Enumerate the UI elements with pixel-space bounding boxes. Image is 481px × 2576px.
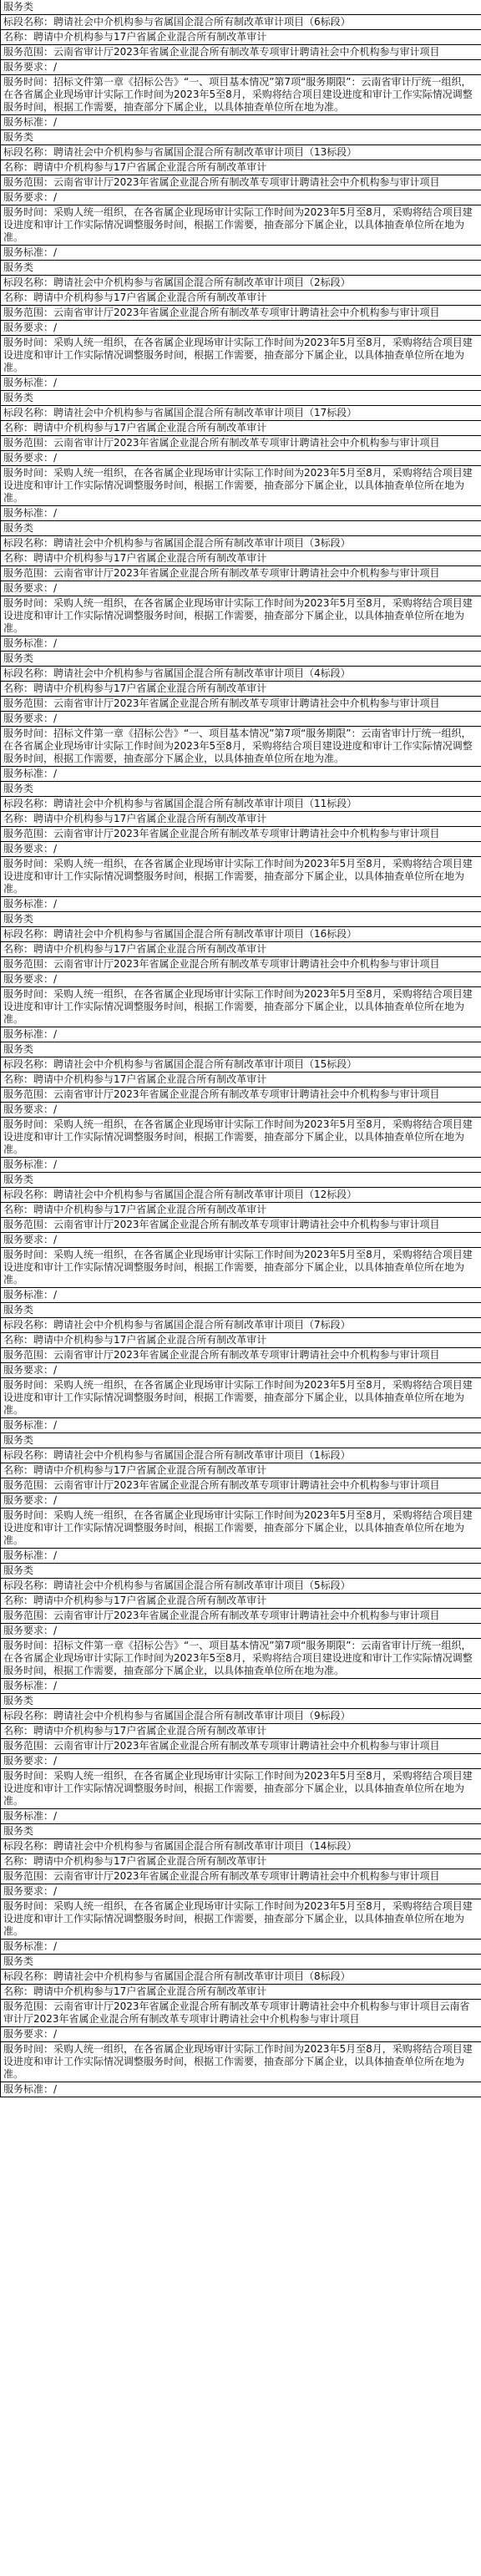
item-name: 名称：聘请中介机构参与17户省属企业混合所有制改革审计 — [1, 1985, 481, 2000]
service-standard: 服务标准：/ — [1, 506, 481, 521]
lot-name: 标段名称：聘请社会中介机构参与省属国企混合所有制改革审计项目（12标段） — [1, 1188, 481, 1203]
service-scope: 服务范围：云南省审计厅2023年省属企业混合所有制改革专项审计聘请社会中介机构参与审计项目 — [1, 566, 481, 581]
lot-category: 服务类 — [1, 912, 481, 927]
lot-block — [1, 261, 481, 391]
lot-name: 标段名称：聘请社会中介机构参与省属国企混合所有制改革审计项目（8标段） — [1, 1970, 481, 1985]
service-requirement: 服务要求：/ — [1, 1754, 481, 1769]
lot-block — [1, 652, 481, 782]
lot-block — [1, 0, 481, 130]
service-standard: 服务标准：/ — [1, 1027, 481, 1042]
item-name: 名称：聘请中介机构参与17户省属企业混合所有制改革审计 — [1, 1072, 481, 1088]
lot-name: 标段名称：聘请社会中介机构参与省属国企混合所有制改革审计项目（14标段） — [1, 1839, 481, 1854]
service-time: 服务时间：招标文件第一章《招标公告》“一、项目基本情况”第7项“服务期限”：云南省审计厅统一组织，在各省属企业现场审计实际工作时间为2023年5至8月，采购将结合项目建设进度和审计工作实际情况调整服务时间，根据工作需要，抽查部分下属企业，以具体抽查单位所在地为准。 — [1, 727, 481, 767]
service-time: 服务时间：采购人统一组织，在各省属企业现场审计实际工作时间为2023年5月至8月，采购将结合项目建设进度和审计工作实际情况调整服务时间，根据工作需要，抽查部分下属企业，以具体抽查单位所在地为准。 — [1, 466, 481, 506]
lot-category: 服务类 — [1, 1955, 481, 1970]
lot-block — [1, 1564, 481, 1694]
lot-name: 标段名称：聘请社会中介机构参与省属国企混合所有制改革审计项目（1标段） — [1, 1448, 481, 1463]
service-standard: 服务标准：/ — [1, 246, 481, 261]
service-standard: 服务标准：/ — [1, 897, 481, 912]
service-scope: 服务范围：云南省审计厅2023年省属企业混合所有制改革专项审计聘请社会中介机构参与审计项目 — [1, 306, 481, 321]
service-requirement: 服务要求：/ — [1, 1884, 481, 1899]
service-time: 服务时间：采购人统一组织，在各省属企业现场审计实际工作时间为2023年5月至8月，采购将结合项目建设进度和审计工作实际情况调整服务时间，根据工作需要，抽查部分下属企业，以具体抽查单位所在地为准。 — [1, 336, 481, 376]
lot-block — [1, 1173, 481, 1303]
service-requirement: 服务要求：/ — [1, 60, 481, 75]
lot-name: 标段名称：聘请社会中介机构参与省属国企混合所有制改革审计项目（16标段） — [1, 927, 481, 942]
service-time: 服务时间：采购人统一组织，在各省属企业现场审计实际工作时间为2023年5月至8月，采购将结合项目建设进度和审计工作实际情况调整服务时间，根据工作需要，抽查部分下属企业，以具体抽查单位所在地为准。 — [1, 1248, 481, 1288]
service-time: 服务时间：采购人统一组织，在各省属企业现场审计实际工作时间为2023年5月至8月，采购将结合项目建设进度和审计工作实际情况调整服务时间，根据工作需要，抽查部分下属企业，以具体抽查单位所在地为准。 — [1, 987, 481, 1027]
service-standard: 服务标准：/ — [1, 1940, 481, 1955]
item-name: 名称：聘请中介机构参与17户省属企业混合所有制改革审计 — [1, 291, 481, 306]
service-standard: 服务标准：/ — [1, 1809, 481, 1824]
service-scope: 服务范围：云南省审计厅2023年省属企业混合所有制改革专项审计聘请社会中介机构参与审计项目 — [1, 1609, 481, 1624]
lot-name: 标段名称：聘请社会中介机构参与省属国企混合所有制改革审计项目（6标段） — [1, 15, 481, 30]
lot-block — [1, 1824, 481, 1955]
lot-block — [1, 1042, 481, 1173]
service-requirement: 服务要求：/ — [1, 581, 481, 596]
service-requirement: 服务要求：/ — [1, 451, 481, 466]
service-time: 服务时间：采购人统一组织，在各省属企业现场审计实际工作时间为2023年5月至8月，采购将结合项目建设进度和审计工作实际情况调整服务时间，根据工作需要，抽查部分下属企业，以具体抽查单位所在地为准。 — [1, 1509, 481, 1549]
service-requirement: 服务要求：/ — [1, 1493, 481, 1509]
lot-name: 标段名称：聘请社会中介机构参与省属国企混合所有制改革审计项目（2标段） — [1, 276, 481, 291]
service-time: 服务时间：采购人统一组织，在各省属企业现场审计实际工作时间为2023年5月至8月，采购将结合项目建设进度和审计工作实际情况调整服务时间，根据工作需要，抽查部分下属企业，以具体抽查单位所在地为准。 — [1, 205, 481, 246]
service-requirement: 服务要求：/ — [1, 972, 481, 987]
service-scope: 服务范围：云南省审计厅2023年省属企业混合所有制改革专项审计聘请社会中介机构参与审计项目 — [1, 827, 481, 842]
service-standard: 服务标准：/ — [1, 1679, 481, 1694]
lot-name: 标段名称：聘请社会中介机构参与省属国企混合所有制改革审计项目（17标段） — [1, 406, 481, 421]
item-name: 名称：聘请中介机构参与17户省属企业混合所有制改革审计 — [1, 1854, 481, 1869]
lot-category: 服务类 — [1, 652, 481, 667]
service-scope: 服务范围：云南省审计厅2023年省属企业混合所有制改革专项审计聘请社会中介机构参与审计项目 — [1, 436, 481, 451]
lot-name: 标段名称：聘请社会中介机构参与省属国企混合所有制改革审计项目（9标段） — [1, 1709, 481, 1724]
service-scope: 服务范围：云南省审计厅2023年省属企业混合所有制改革专项审计聘请社会中介机构参与审计项目 — [1, 1869, 481, 1884]
lot-name: 标段名称：聘请社会中介机构参与省属国企混合所有制改革审计项目（3标段） — [1, 536, 481, 551]
service-scope: 服务范围：云南省审计厅2023年省属企业混合所有制改革专项审计聘请社会中介机构参与审计项目 — [1, 697, 481, 712]
service-scope: 服务范围：云南省审计厅2023年省属企业混合所有制改革专项审计聘请社会中介机构参与审计项目 — [1, 45, 481, 60]
service-time: 服务时间：招标文件第一章《招标公告》“一、项目基本情况”第7项“服务期限”：云南省审计厅统一组织，在各省属企业现场审计实际工作时间为2023年5至8月，采购将结合项目建设进度和审计工作实际情况调整服务时间，根据工作需要，抽查部分下属企业，以具体抽查单位所在地为准。 — [1, 75, 481, 115]
item-name: 名称：聘请中介机构参与17户省属企业混合所有制改革审计 — [1, 551, 481, 566]
service-scope: 服务范围：云南省审计厅2023年省属企业混合所有制改革专项审计聘请社会中介机构参与审计项目 — [1, 1218, 481, 1233]
lot-name: 标段名称：聘请社会中介机构参与省属国企混合所有制改革审计项目（13标段） — [1, 145, 481, 160]
item-name: 名称：聘请中介机构参与17户省属企业混合所有制改革审计 — [1, 30, 481, 45]
service-time: 服务时间：采购人统一组织，在各省属企业现场审计实际工作时间为2023年5月至8月，采购将结合项目建设进度和审计工作实际情况调整服务时间，根据工作需要，抽查部分下属企业，以具体抽查单位所在地为准。 — [1, 2042, 481, 2082]
service-scope: 服务范围：云南省审计厅2023年省属企业混合所有制改革专项审计聘请社会中介机构参与审计项目 — [1, 1088, 481, 1103]
lot-category: 服务类 — [1, 1173, 481, 1188]
service-standard: 服务标准：/ — [1, 1288, 481, 1303]
service-standard: 服务标准：/ — [1, 1158, 481, 1173]
service-requirement: 服务要求：/ — [1, 190, 481, 205]
lot-block — [1, 130, 481, 261]
lot-block — [1, 782, 481, 912]
service-time: 服务时间：采购人统一组织，在各省属企业现场审计实际工作时间为2023年5月至8月，采购将结合项目建设进度和审计工作实际情况调整服务时间，根据工作需要，抽查部分下属企业，以具体抽查单位所在地为准。 — [1, 596, 481, 636]
lot-name: 标段名称：聘请社会中介机构参与省属国企混合所有制改革审计项目（15标段） — [1, 1057, 481, 1072]
service-standard: 服务标准：/ — [1, 115, 481, 130]
service-requirement: 服务要求：/ — [1, 1624, 481, 1639]
lot-block — [1, 1694, 481, 1824]
item-name: 名称：聘请中介机构参与17户省属企业混合所有制改革审计 — [1, 812, 481, 827]
service-standard: 服务标准：/ — [1, 2082, 481, 2097]
lot-category: 服务类 — [1, 1303, 481, 1318]
service-requirement: 服务要求：/ — [1, 1363, 481, 1378]
service-requirement: 服务要求：/ — [1, 712, 481, 727]
lot-block — [1, 1955, 481, 2097]
service-scope: 服务范围：云南省审计厅2023年省属企业混合所有制改革专项审计聘请社会中介机构参与审计项目 — [1, 957, 481, 972]
service-requirement: 服务要求：/ — [1, 842, 481, 857]
service-time: 服务时间：采购人统一组织，在各省属企业现场审计实际工作时间为2023年5月至8月，采购将结合项目建设进度和审计工作实际情况调整服务时间，根据工作需要，抽查部分下属企业，以具体抽查单位所在地为准。 — [1, 1899, 481, 1940]
lot-block — [1, 912, 481, 1042]
service-requirement: 服务要求：/ — [1, 1103, 481, 1118]
lot-category: 服务类 — [1, 1824, 481, 1839]
lot-category: 服务类 — [1, 261, 481, 276]
lot-category: 服务类 — [1, 1564, 481, 1579]
lot-block — [1, 1303, 481, 1433]
service-time: 服务时间：采购人统一组织，在各省属企业现场审计实际工作时间为2023年5月至8月，采购将结合项目建设进度和审计工作实际情况调整服务时间，根据工作需要，抽查部分下属企业，以具体抽查单位所在地为准。 — [1, 1378, 481, 1418]
service-requirement: 服务要求：/ — [1, 1233, 481, 1248]
service-standard: 服务标准：/ — [1, 767, 481, 782]
service-scope: 服务范围：云南省审计厅2023年省属企业混合所有制改革专项审计聘请社会中介机构参与审计项目 — [1, 1739, 481, 1754]
lot-category: 服务类 — [1, 1694, 481, 1709]
service-scope: 服务范围：云南省审计厅2023年省属企业混合所有制改革专项审计聘请社会中介机构参与审计项目 — [1, 175, 481, 190]
lot-block — [1, 521, 481, 652]
service-time: 服务时间：采购人统一组织，在各省属企业现场审计实际工作时间为2023年5月至8月，采购将结合项目建设进度和审计工作实际情况调整服务时间，根据工作需要，抽查部分下属企业，以具体抽查单位所在地为准。 — [1, 1118, 481, 1158]
lot-category: 服务类 — [1, 130, 481, 145]
lot-category: 服务类 — [1, 391, 481, 406]
item-name: 名称：聘请中介机构参与17户省属企业混合所有制改革审计 — [1, 942, 481, 957]
item-name: 名称：聘请中介机构参与17户省属企业混合所有制改革审计 — [1, 160, 481, 175]
service-standard: 服务标准：/ — [1, 636, 481, 652]
service-standard: 服务标准：/ — [1, 1549, 481, 1564]
lot-block — [1, 391, 481, 521]
item-name: 名称：聘请中介机构参与17户省属企业混合所有制改革审计 — [1, 1594, 481, 1609]
item-name: 名称：聘请中介机构参与17户省属企业混合所有制改革审计 — [1, 1203, 481, 1218]
service-time: 服务时间：招标文件第一章《招标公告》“一、项目基本情况”第7项“服务期限”：云南省审计厅统一组织，在各省属企业现场审计实际工作时间为2023年5至8月，采购将结合项目建设进度和审计工作实际情况调整服务时间，根据工作需要，抽查部分下属企业，以具体抽查单位所在地为准。 — [1, 1639, 481, 1679]
lot-name: 标段名称：聘请社会中介机构参与省属国企混合所有制改革审计项目（4标段） — [1, 667, 481, 682]
lot-name: 标段名称：聘请社会中介机构参与省属国企混合所有制改革审计项目（7标段） — [1, 1318, 481, 1333]
service-standard: 服务标准：/ — [1, 376, 481, 391]
lot-category: 服务类 — [1, 1433, 481, 1448]
service-scope: 服务范围：云南省审计厅2023年省属企业混合所有制改革专项审计聘请社会中介机构参与审计项目云南省审计厅2023年省属企业混合所有制改革专项审计聘请社会中介机构参与审计项目 — [1, 2000, 481, 2027]
service-requirement: 服务要求：/ — [1, 321, 481, 336]
lot-name: 标段名称：聘请社会中介机构参与省属国企混合所有制改革审计项目（5标段） — [1, 1579, 481, 1594]
service-requirement: 服务要求：/ — [1, 2027, 481, 2042]
lot-category: 服务类 — [1, 521, 481, 536]
lot-block — [1, 1433, 481, 1564]
item-name: 名称：聘请中介机构参与17户省属企业混合所有制改革审计 — [1, 1724, 481, 1739]
lot-category: 服务类 — [1, 0, 481, 15]
item-name: 名称：聘请中介机构参与17户省属企业混合所有制改革审计 — [1, 1463, 481, 1478]
lot-name: 标段名称：聘请社会中介机构参与省属国企混合所有制改革审计项目（11标段） — [1, 797, 481, 812]
service-time: 服务时间：采购人统一组织，在各省属企业现场审计实际工作时间为2023年5月至8月，采购将结合项目建设进度和审计工作实际情况调整服务时间，根据工作需要，抽查部分下属企业，以具体抽查单位所在地为准。 — [1, 857, 481, 897]
service-scope: 服务范围：云南省审计厅2023年省属企业混合所有制改革专项审计聘请社会中介机构参与审计项目 — [1, 1348, 481, 1363]
service-time: 服务时间：采购人统一组织，在各省属企业现场审计实际工作时间为2023年5月至8月，采购将结合项目建设进度和审计工作实际情况调整服务时间，根据工作需要，抽查部分下属企业，以具体抽查单位所在地为准。 — [1, 1769, 481, 1809]
service-scope: 服务范围：云南省审计厅2023年省属企业混合所有制改革专项审计聘请社会中介机构参与审计项目 — [1, 1478, 481, 1493]
service-standard: 服务标准：/ — [1, 1418, 481, 1433]
lot-category: 服务类 — [1, 782, 481, 797]
lot-category: 服务类 — [1, 1042, 481, 1057]
item-name: 名称：聘请中介机构参与17户省属企业混合所有制改革审计 — [1, 421, 481, 436]
item-name: 名称：聘请中介机构参与17户省属企业混合所有制改革审计 — [1, 682, 481, 697]
item-name: 名称：聘请中介机构参与17户省属企业混合所有制改革审计 — [1, 1333, 481, 1348]
